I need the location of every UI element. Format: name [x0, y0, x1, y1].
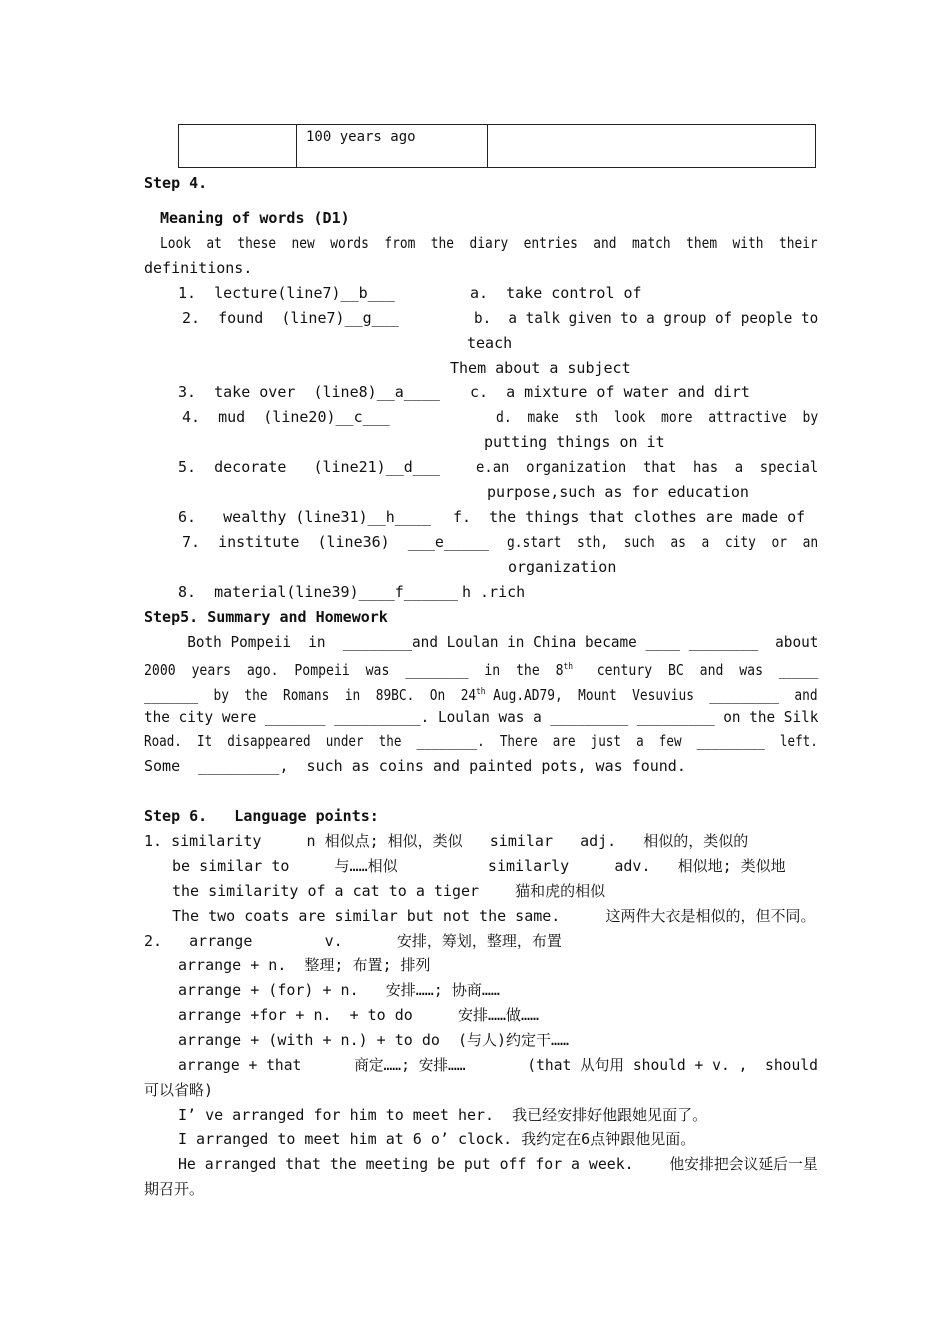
language-point: 2. arrange v. 安排，筹划，整理，布置 [144, 932, 562, 950]
superscript: th [563, 662, 574, 672]
definition: Them about a subject [450, 359, 631, 377]
word-item: 7. institute (line36) ___e_____ [182, 533, 490, 551]
language-point: arrange + (for) + n. 安排……; 协商…… [178, 981, 500, 999]
example-sentence: I arranged to meet him at 6 o’ clock. 我约定在6点钟跟他见面。 [178, 1130, 696, 1148]
table-cell: 100 years ago [306, 129, 416, 145]
language-point: arrange + that 商定……; 安排…… (that 从句用 should + v. , should [178, 1056, 818, 1074]
definition: teach [467, 334, 513, 352]
step5-heading: Step5. Summary and Homework [144, 608, 388, 626]
definition: d. make sth look more attractive by [496, 408, 819, 426]
step4-intro: Look at these new words from the diary entries and match them with their [160, 234, 818, 252]
definition: e.an organization that has a special [476, 458, 819, 476]
summary-line: Both Pompeii in ________and Loulan in China became ____ ________ about [144, 633, 819, 651]
language-point: arrange + n. 整理; 布置; 排列 [178, 956, 431, 974]
language-point: arrange + (with + n.) + to do (与人)约定干…… [178, 1031, 570, 1049]
example-sentence: He arranged that the meeting be put off for a week. 他安排把会议延后一星 [178, 1155, 818, 1173]
language-point: 可以省略) [144, 1081, 214, 1099]
definition: h .rich [462, 583, 526, 601]
language-point: 1. similarity n 相似点; 相似，类似 similar adj. 相似的，类似的 [144, 832, 749, 850]
step4-subtitle: Meaning of words (D1) [160, 209, 350, 227]
table-divider [487, 125, 488, 167]
language-point: be similar to 与……相似 similarly adv. 相似地; 类似地 [172, 857, 786, 875]
summary-line: _______ by the Romans in 89BC. On 24th Aug.AD79, Mount Vesuvius _________ and [144, 686, 818, 704]
definition: organization [508, 558, 617, 576]
definition: a. take control of [470, 284, 642, 302]
language-point: the similarity of a cat to a tiger 猫和虎的相似 [172, 882, 606, 900]
step4-heading: Step 4. [144, 174, 208, 192]
word-item: 1. lecture(line7)__b___ [178, 284, 395, 302]
history-table [178, 124, 816, 168]
word-item: 2. found (line7)__g___ [182, 309, 399, 327]
table-divider [296, 125, 297, 167]
definition: b. a talk given to a group of people to [474, 309, 819, 327]
word-item: 6. wealthy (line31)__h____ [178, 508, 431, 526]
summary-line: Some _________, such as coins and painted pots, was found. [144, 757, 686, 775]
language-point: arrange +for + n. + to do 安排……做…… [178, 1006, 540, 1024]
definition: g.start sth, such as a city or an [507, 533, 819, 551]
step4-intro: definitions. [144, 259, 253, 277]
word-item: 4. mud (line20)__c___ [182, 408, 390, 426]
summary-line: the city were _______ __________. Loulan was a _________ _________ on the Silk [144, 708, 819, 726]
step6-heading: Step 6. Language points: [144, 807, 379, 825]
superscript: th [476, 687, 486, 697]
word-item: 8. material(line39)____f______ [178, 583, 458, 601]
example-sentence: 期召开。 [144, 1180, 205, 1198]
definition: putting things on it [484, 433, 665, 451]
definition: f. the things that clothes are made of [453, 508, 806, 526]
summary-line: 2000 years ago. Pompeii was ________ in the 8th century BC and was _____ [144, 661, 819, 679]
definition: purpose,such as for education [487, 483, 749, 501]
definition: c. a mixture of water and dirt [470, 383, 750, 401]
example-sentence: I’ ve arranged for him to meet her. 我已经安排好他跟她见面了。 [178, 1106, 708, 1124]
summary-line: Road. It disappeared under the ________. There are just a few _________ left. [144, 732, 818, 750]
word-item: 3. take over (line8)__a____ [178, 383, 440, 401]
language-point: The two coats are similar but not the same. 这两件大衣是相似的，但不同。 [172, 907, 816, 925]
word-item: 5. decorate (line21)__d___ [178, 458, 440, 476]
